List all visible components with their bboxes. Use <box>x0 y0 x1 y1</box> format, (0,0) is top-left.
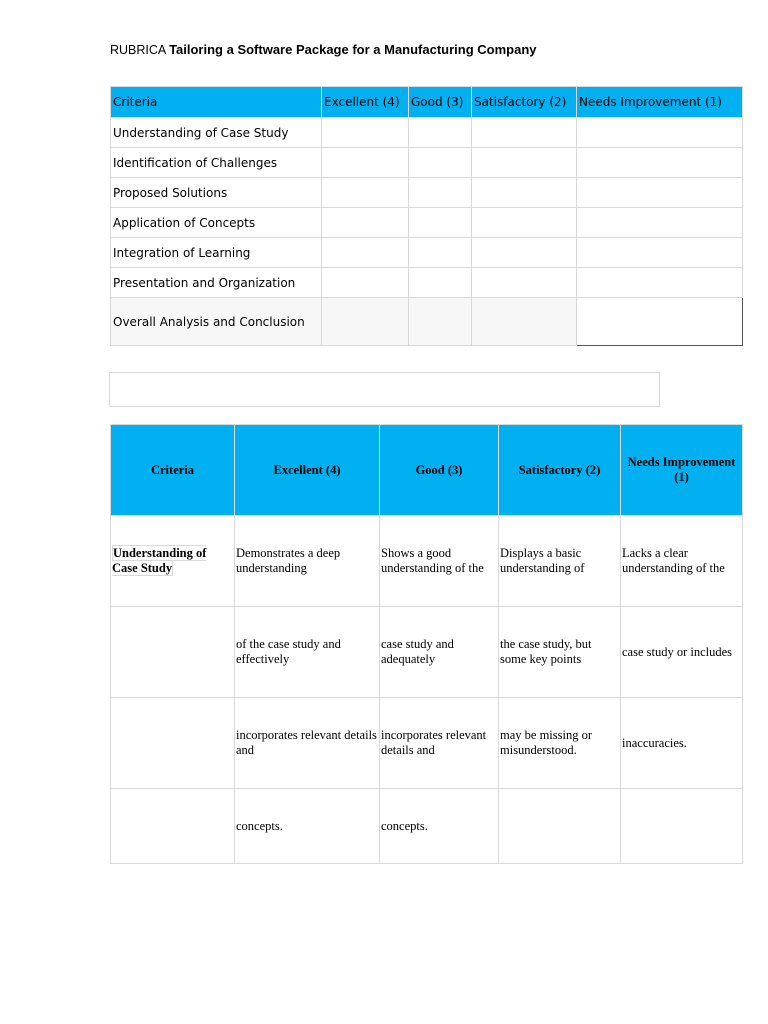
criteria-cell <box>111 789 235 864</box>
selected-score-cell[interactable] <box>577 298 743 346</box>
header-satisfactory: Satisfactory (2) <box>499 425 621 516</box>
description-cell <box>621 789 743 864</box>
table-row <box>111 238 743 268</box>
criteria-cell <box>111 698 235 789</box>
header-excellent: Excellent (4) <box>235 425 380 516</box>
description-cell: concepts. <box>235 789 380 864</box>
score-cell <box>322 208 409 238</box>
description-cell: incorporates relevant details and <box>380 698 499 789</box>
score-cell <box>409 238 472 268</box>
table-row <box>111 208 743 238</box>
header-good: Good (3) <box>380 425 499 516</box>
criteria-cell: Overall Analysis and Conclusion <box>111 298 322 346</box>
header-satisfactory: Satisfactory (2) <box>472 87 577 118</box>
criteria-label: Understanding of Case Study <box>112 546 207 575</box>
score-cell <box>322 298 409 346</box>
criteria-cell <box>111 516 235 607</box>
description-cell: may be missing or misunderstood. <box>499 698 621 789</box>
description-cell: of the case study and effectively <box>235 607 380 698</box>
description-cell: Shows a good understanding of the <box>380 516 499 607</box>
description-cell <box>499 789 621 864</box>
description-cell: incorporates relevant details and <box>235 698 380 789</box>
score-cell <box>409 208 472 238</box>
score-cell <box>322 268 409 298</box>
table-row <box>111 118 743 148</box>
table-row <box>111 148 743 178</box>
table-row <box>111 298 743 346</box>
description-cell: case study and adequately <box>380 607 499 698</box>
score-cell <box>322 178 409 208</box>
header-criteria: Criteria <box>111 87 322 118</box>
score-cell <box>322 238 409 268</box>
criteria-cell: Presentation and Organization <box>111 268 322 298</box>
table-header-row <box>111 87 743 118</box>
score-cell <box>322 148 409 178</box>
description-cell: the case study, but some key points <box>499 607 621 698</box>
table-row <box>111 268 743 298</box>
score-cell <box>409 268 472 298</box>
score-cell <box>472 238 577 268</box>
score-cell <box>577 178 743 208</box>
description-cell: case study or includes <box>621 607 743 698</box>
score-cell <box>472 178 577 208</box>
score-cell <box>472 148 577 178</box>
description-cell: Lacks a clear understanding of the <box>621 516 743 607</box>
score-cell <box>409 298 472 346</box>
rubric-summary-table <box>110 86 743 346</box>
criteria-cell <box>111 607 235 698</box>
table-row <box>111 607 743 698</box>
header-good: Good (3) <box>409 87 472 118</box>
score-cell <box>577 238 743 268</box>
criteria-cell: Understanding of Case Study <box>111 118 322 148</box>
table-row <box>111 178 743 208</box>
score-cell <box>472 118 577 148</box>
title-main: Tailoring a Software Package for a Manufacturing Company <box>169 42 537 57</box>
criteria-cell: Integration of Learning <box>111 238 322 268</box>
header-excellent: Excellent (4) <box>322 87 409 118</box>
score-cell <box>472 298 577 346</box>
score-cell <box>409 118 472 148</box>
score-cell <box>409 178 472 208</box>
score-cell <box>409 148 472 178</box>
description-cell: Displays a basic understanding of <box>499 516 621 607</box>
score-cell <box>472 208 577 238</box>
header-needs-improvement: Needs Improvement (1) <box>577 87 743 118</box>
table-row <box>111 516 743 607</box>
empty-text-box <box>109 372 660 407</box>
criteria-cell: Identification of Challenges <box>111 148 322 178</box>
score-cell <box>577 148 743 178</box>
table-row <box>111 789 743 864</box>
criteria-cell: Proposed Solutions <box>111 178 322 208</box>
score-cell <box>472 268 577 298</box>
score-cell <box>577 208 743 238</box>
description-cell: Demonstrates a deep understanding <box>235 516 380 607</box>
description-cell: concepts. <box>380 789 499 864</box>
score-cell <box>577 118 743 148</box>
table-row <box>111 698 743 789</box>
document-title <box>110 42 537 57</box>
score-cell <box>577 268 743 298</box>
description-cell: inaccuracies. <box>621 698 743 789</box>
title-prefix: RUBRICA <box>110 43 166 57</box>
rubric-detail-table <box>110 424 743 864</box>
header-criteria: Criteria <box>111 425 235 516</box>
score-cell <box>322 118 409 148</box>
header-needs-improvement: Needs Improvement (1) <box>621 425 743 516</box>
criteria-cell: Application of Concepts <box>111 208 322 238</box>
table-header-row <box>111 425 743 516</box>
